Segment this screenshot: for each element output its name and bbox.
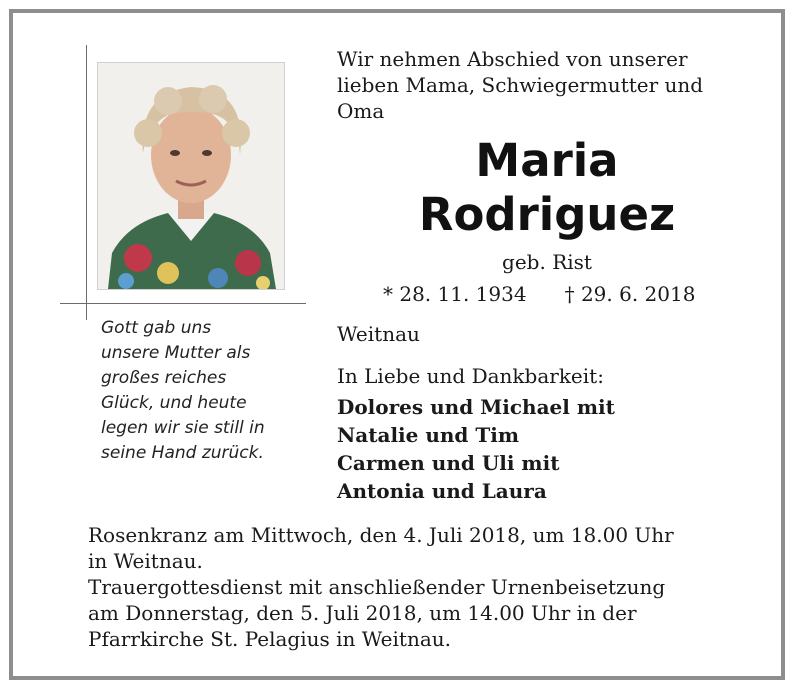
family-line: Antonia und Laura <box>337 479 547 503</box>
memorial-quote: Gott gab uns unsere Mutter als großes reiches Glück, und heute legen wir sie still in seine Hand zurück. <box>101 318 265 463</box>
birth-date: * 28. 11. 1934 <box>383 282 527 306</box>
portrait-illustration <box>98 63 284 289</box>
family-line: Dolores und Michael mit <box>337 395 615 419</box>
death-date: † 29. 6. 2018 <box>564 282 696 306</box>
hometown: Weitnau <box>337 322 420 346</box>
thanks-line: In Liebe und Dankbarkeit: <box>337 364 604 388</box>
deceased-name: Maria Rodriguez <box>418 134 676 241</box>
family-line: Carmen und Uli mit <box>337 451 560 475</box>
life-dates <box>383 281 695 307</box>
decorative-vertical-line <box>86 45 87 320</box>
maiden-name: geb. Rist <box>502 250 592 274</box>
portrait-photo <box>98 63 284 289</box>
decorative-horizontal-line <box>60 303 306 304</box>
family-line: Natalie und Tim <box>337 423 519 447</box>
family-list <box>337 393 757 505</box>
service-details: Rosenkranz am Mittwoch, den 4. Juli 2018, um 18.00 Uhr in Weitnau. Trauergottesdienst mit anschließender Urnenbeisetzung am Donnerstag, den 5. Juli 2018, um 14.00 Uhr in der Pfarrkirche St. Pelagius in Weitnau. <box>88 523 674 651</box>
farewell-intro: Wir nehmen Abschied von unserer lieben Mama, Schwiegermutter und Oma <box>337 47 704 123</box>
